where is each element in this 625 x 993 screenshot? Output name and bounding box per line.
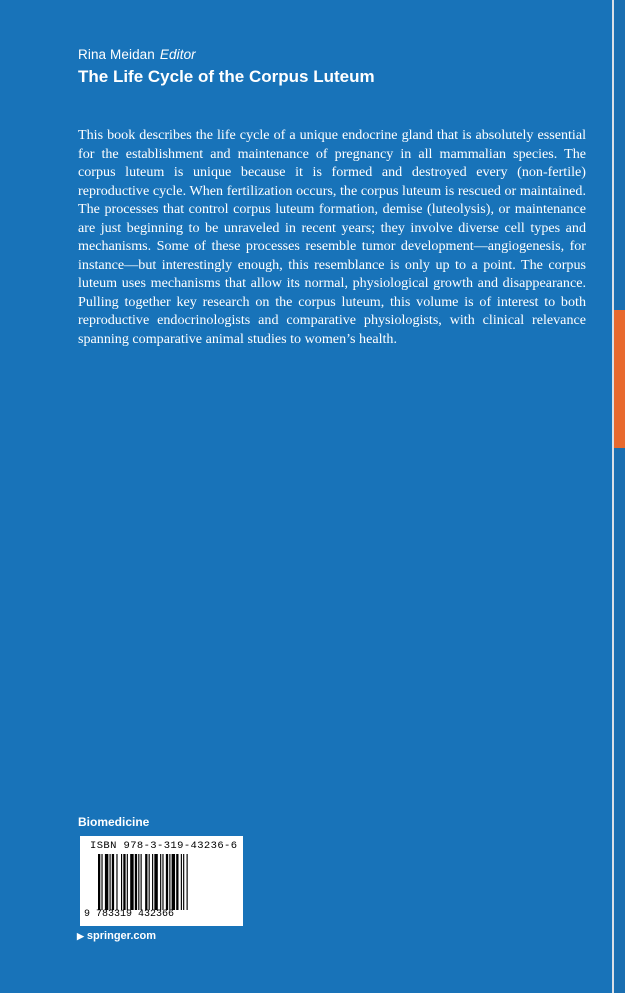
barcode-bars bbox=[98, 854, 226, 912]
publisher-link[interactable] bbox=[77, 930, 156, 942]
series-name: Biomedicine bbox=[78, 815, 150, 829]
author-line bbox=[78, 47, 196, 62]
isbn-label: ISBN 978-3-319-43236-6 bbox=[90, 840, 238, 852]
arrow-right-icon: ▶ bbox=[77, 931, 84, 941]
book-title: The Life Cycle of the Corpus Luteum bbox=[78, 67, 375, 86]
isbn-barcode bbox=[80, 836, 243, 926]
book-description: This book describes the life cycle of a unique endocrine gland that is absolutely essential for the establishment and maintenance of pregnancy in all mammalian species. The corpus luteum is unique because it is formed and destroyed every (non-fertile) reproductive cycle. When fertilization occurs, the corpus luteum is rescued or maintained. The processes that control corpus luteum formation, demise (luteolysis), or maintenance are just beginning to be unraveled in recent years; they involve diverse cell types and mechanisms. Some of these processes resemble tumor development—angiogenesis, for instance—but interestingly enough, this resemblance is only up to a point. The corpus luteum uses mechanisms that allow its normal, physiological growth and disappearance. Pulling together key research on the corpus luteum, this volume is of interest to both reproductive endocrinologists and comparative physiologists, with clinical relevance spanning comparative animal studies to women’s health. bbox=[78, 127, 586, 347]
spine-accent bbox=[614, 310, 625, 448]
author-name: Rina Meidan bbox=[78, 47, 155, 62]
author-role: Editor bbox=[159, 47, 196, 62]
spine-strip bbox=[612, 0, 625, 993]
publisher-link-text: springer.com bbox=[86, 930, 156, 942]
barcode-digits: 9 783319 432366 bbox=[84, 909, 175, 920]
